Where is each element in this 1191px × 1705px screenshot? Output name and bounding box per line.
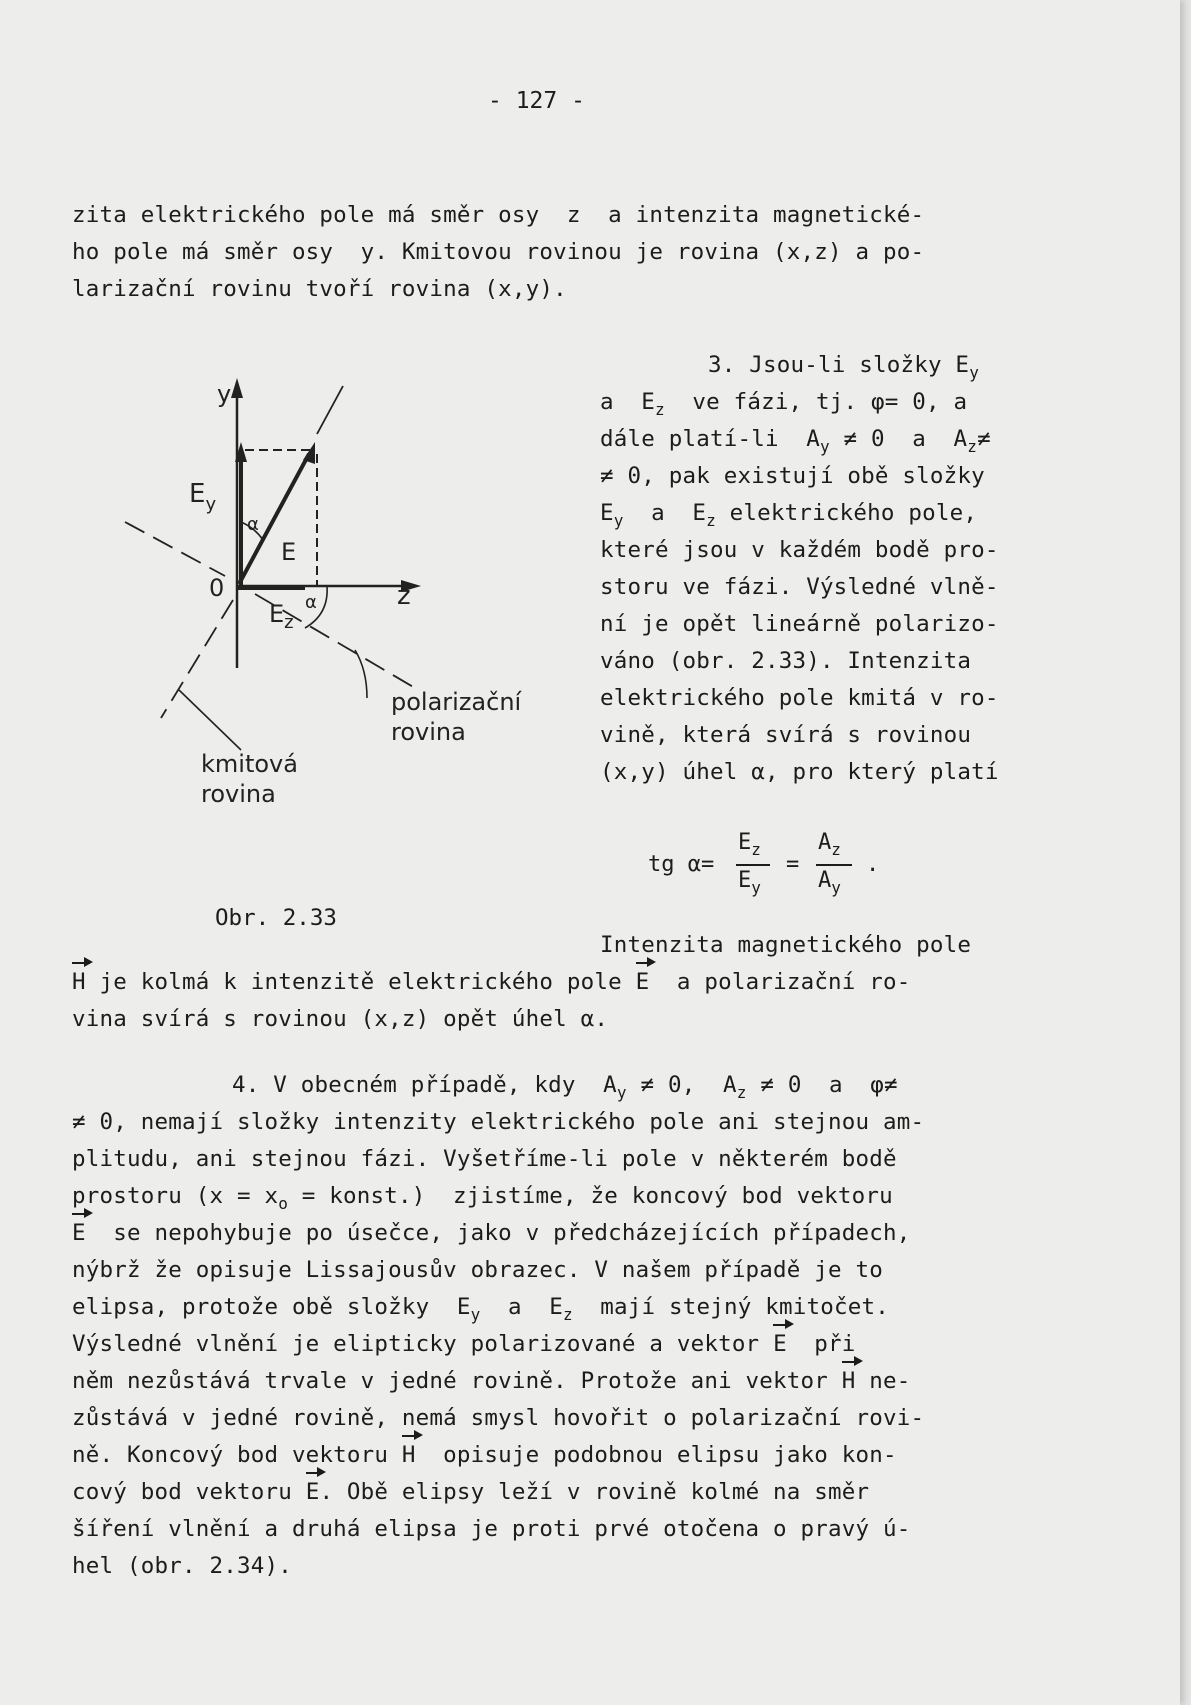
text-line: H je kolmá k intenzitě elektrického pole E a polarizační ro- [72, 969, 911, 995]
text-line: Intenzita magnetického pole [600, 932, 972, 958]
text-line: (x,y) úhel α, pro který platí [600, 759, 999, 785]
text-line: ho pole má směr osy y. Kmitovou rovinou je rovina (x,z) a po- [72, 239, 925, 265]
label-z: z [397, 581, 411, 611]
label-oscillation-plane-1: kmitová [201, 750, 298, 778]
formula-den2: $A_y$ [818, 868, 841, 897]
text-line: které jsou v každém bodě pro- [600, 537, 999, 563]
text-line: ≠ 0, nemají složky intenzity elektrického pole ani stejnou am- [72, 1109, 925, 1135]
text-line: prostoru ($x = x_o$ = konst.) zjistíme, že koncový bod vektoru [72, 1183, 893, 1213]
text-line: elektrického pole kmitá v ro- [600, 685, 999, 711]
label-ey: $E_y$ [189, 479, 217, 515]
text-line: vina svírá s rovinou (x,z) opět úhel α. [72, 1006, 609, 1032]
label-alpha-2: α [305, 592, 317, 613]
text-line: Výsledné vlnění je elipticky polarizované a vektor E při [72, 1331, 856, 1357]
label-e: E [281, 538, 297, 566]
text-line: plitudu, ani stejnou fázi. Vyšetříme-li pole v některém bodě [72, 1146, 897, 1172]
text-line: elipsa, protože obě složky $E_y$ a $E_z$ mají stejný kmitočet. [72, 1294, 889, 1324]
formula-lhs: tg α= [648, 852, 715, 877]
formula-den1: $E_y$ [738, 868, 761, 897]
formula-end: . [866, 852, 880, 877]
page-number: - 127 - [488, 88, 585, 114]
label-alpha-1: α [247, 514, 259, 535]
label-polarization-plane-1: polarizační [391, 688, 522, 716]
text-line: E se nepohybuje po úsečce, jako v předcházejících případech, [72, 1220, 911, 1246]
label-oscillation-plane-2: rovina [201, 780, 276, 808]
text-line: 4. V obecném případě, kdy $A_y \ne 0$, $A_z \ne 0$ a φ≠ [232, 1072, 898, 1102]
text-line: vině, která svírá s rovinou [600, 722, 972, 748]
text-line: a $E_z$ ve fázi, tj. φ= 0, a [600, 389, 968, 419]
text-line: 3. Jsou-li složky $E_y$ [708, 352, 980, 382]
figure-polarization-diagram [105, 350, 585, 810]
formula-eq: = [786, 852, 800, 877]
text-line: ≠ 0, pak existují obě složky [600, 463, 985, 489]
text-line: hel (obr. 2.34). [72, 1553, 292, 1579]
label-y: y [217, 380, 232, 408]
text-line: šíření vlnění a druhá elipsa je proti prvé otočena o pravý ú- [72, 1516, 911, 1542]
formula-tg-alpha [640, 828, 900, 908]
label-origin: 0 [209, 574, 225, 602]
formula-num2: $A_z$ [818, 830, 841, 859]
label-polarization-plane-2: rovina [391, 718, 466, 746]
text-line: ní je opět lineárně polarizo- [600, 611, 999, 637]
text-line: ně. Koncový bod vektoru H opisuje podobnou elipsu jako kon- [72, 1442, 897, 1468]
figure-caption: Obr. 2.33 [215, 905, 337, 931]
text-line: $E_y$ a $E_z$ elektrického pole, [600, 500, 978, 530]
formula-num1: $E_z$ [738, 830, 761, 859]
text-line: larizační rovinu tvoří rovina (x,y). [72, 276, 567, 302]
y-axis-arrow [231, 378, 243, 398]
text-line: zůstává v jedné rovině, nemá smysl hovořit o polarizační rovi- [72, 1405, 925, 1431]
text-line: dále platí-li $A_y \ne 0$ a $A_z\ne$ [600, 426, 991, 456]
text-line: nýbrž že opisuje Lissajousův obrazec. V našem případě je to [72, 1257, 884, 1283]
text-line: váno (obr. 2.33). Intenzita [600, 648, 972, 674]
text-line: storu ve fázi. Výsledné vlně- [600, 574, 999, 600]
label-ez: $E_z$ [269, 600, 294, 633]
text-line: něm nezůstává trvale v jedné rovině. Protože ani vektor H ne- [72, 1368, 911, 1394]
text-line: cový bod vektoru E. Obě elipsy leží v rovině kolmé na směr [72, 1479, 870, 1505]
text-line: zita elektrického pole má směr osy z a intenzita magnetické- [72, 202, 925, 228]
